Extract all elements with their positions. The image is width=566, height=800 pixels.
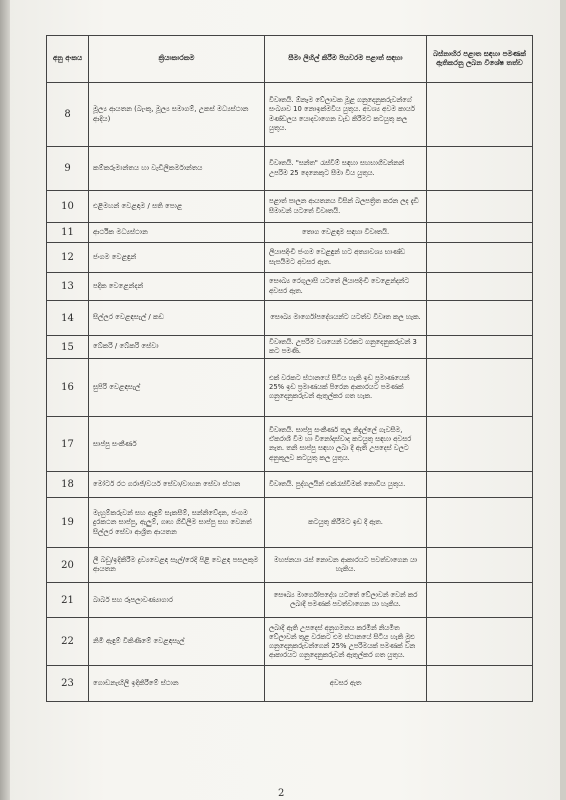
row-extra [427,147,533,191]
header-activity: ක්‍රියාකාරකම [89,36,265,83]
table-row [47,548,533,583]
row-number: 13 [47,273,89,301]
row-number: 19 [47,498,89,548]
row-extra [427,336,533,359]
row-conditions: තොග වෙළඳාම සඳහා විවෘතයි. [265,223,427,243]
table-row [47,83,533,147]
row-conditions: එක් වරකට ස්ථානයේ සිටිය හැකි ඉඩ ප්‍රමාණයෙන් 25% ඉඩ ප්‍රමාණයක් පිරෙන ආකාරයට පමණක් ගනුදෙනුකරුවන් ඇතුල්කර ගත හැක. [265,359,427,417]
row-number: 17 [47,417,89,472]
row-extra [427,472,533,498]
table-row [47,498,533,548]
table-row [47,417,533,472]
page-shadow [0,0,10,800]
row-conditions: විවෘතයි. සාප්පු සංකීර්ණ තුල නිදැල්ලේ ගැවසීම, ඒකරාශී වීම හා විනෝදාස්වාද කටයුතු සඳහා අවසර නැත. තනි සාප්පු සඳහා ලබා දී ඇති උපදෙස් වලට අනුකූලව කටයුතු කල යුතුය. [265,417,427,472]
row-activity: මැහුම්කරුවන් සහ ඇඳුම් සැකසීම්, සන්නිවේදන, ජංගම දුරකථන සාප්පු, ඇලුම්, ගෘහ ගිඩිලිම සාප්පු සහ වෙනත් සිල්ලර සේවා ආශ්‍රිත ආයතන [89,498,265,548]
row-extra [427,666,533,702]
row-number: 23 [47,666,89,702]
row-activity: මූල්‍ය ආයතන (බැංකු, මූල්‍ය සමාගම්, උකස් මධ්‍යස්ථාන ආදිය) [89,83,265,147]
table-row [47,191,533,223]
row-number: 8 [47,83,89,147]
header-no: අනු අංකය [47,36,89,83]
row-extra [427,498,533,548]
row-extra [427,191,533,223]
table-row [47,666,533,702]
table-row [47,147,533,191]
table-row [47,301,533,336]
row-conditions: විවෘතයි. පුද්ගලයින් එක්රැස්වීමක් නොවිය යුතුය. [265,472,427,498]
row-activity: මෝටර් රථ ගරාජ්/වයර් සේවා/වාහන සේවා ස්ථාන [89,472,265,498]
row-number: 15 [47,336,89,359]
row-conditions: අවසර ඇත [265,666,427,702]
row-number: 20 [47,548,89,583]
row-extra [427,83,533,147]
row-number: 9 [47,147,89,191]
row-conditions: සෞඛ්‍ය මාර්ගෝපදේශ යටතේ වේලාවන් වෙන් කර ලබාදී පමණක් පවත්වාගෙන යා හැකිය. [265,583,427,618]
row-extra [427,359,533,417]
row-activity: සිල්ලර වෙළඳසැල් / කඩ [89,301,265,336]
table-row [47,223,533,243]
row-extra [427,618,533,666]
row-activity: සාප්පු සංකීර්ණ [89,417,265,472]
row-number: 18 [47,472,89,498]
table-row [47,336,533,359]
regulations-table [46,35,533,702]
row-extra [427,417,533,472]
row-conditions: විවෘතයි. "සන්ත" රැස්වීම් සඳහා සහභාගීවන්නන් උපරිම 25 දෙනෙකුට සීමා විය යුතුය. [265,147,427,191]
row-conditions: ලියාපදිංචි ජංගම වෙළඳුන් හට අත්‍යාවශ්‍ය භාණ්ඩ සැපයීමට අවසර ඇත. [265,243,427,273]
header-extra: බස්නාහිර පළාත සඳහා පමණක් ඇතිකරනු ලබන විශේෂ තත්ව [427,36,533,83]
row-number: 11 [47,223,89,243]
row-activity: බාබර් සහ රූපලාවණ්‍යාගාර [89,583,265,618]
row-extra [427,273,533,301]
row-extra [427,301,533,336]
table-header-row [47,36,533,83]
row-activity: නිමි ඇඳුම් විකිණීමේ වෙළඳසැල් [89,618,265,666]
table-row [47,359,533,417]
row-number: 21 [47,583,89,618]
row-conditions: සෞඛ්‍ය රෙගුලාසි යටතේ ලියාපදිංචි වෙළෙන්දන්ට අවසර ඇත. [265,273,427,301]
row-conditions: මහජනයා රැස් නොවන ආකාරයට පවත්වාගෙන යා හැකිය. [265,548,427,583]
header-conditions: සීමා ලිහිල් කිරීම පියවරම පළාත් සඳහා [265,36,427,83]
row-conditions: ලබාදී ඇති උපදෙස් අනුගමනය කරමින් නියමිත වේලාවන් තුළ වරකට එම ස්ථානයේ සිටිය හැකි මුළු ගනුදෙනුකරුවන්ගෙන් 25% උපරිමයක් පමණක් වන ආකාරයට ගනුදෙනුකරුවන් ඇතුල්කර ගත යුතුය. [265,618,427,666]
row-activity: සුපිරි වෙළඳසැල් [89,359,265,417]
row-activity: බේකරි / බේකරි සේවා [89,336,265,359]
row-number: 14 [47,301,89,336]
row-extra [427,223,533,243]
row-conditions: කටයුතු කිරීමට ඉඩ දී ඇත. [265,498,427,548]
row-extra [427,583,533,618]
row-number: 12 [47,243,89,273]
row-conditions: විවෘතයි. ඕනෑම වේලාවක මූළ ගනුදෙනුකරුවන්ගේ සංඛ්‍යාව 10 නොඉක්මවිය යුතුය. අවශ්‍ය අවම කාර්ය මණ්ඩලය යොදවාගෙන වැඩ කිරීමට කටයුතු කල යුතුය. [265,83,427,147]
row-conditions: සෞඛ්‍ය මාර්ගෝපදේශයන්ට යටත්ව විවෘත කල හැක. [265,301,427,336]
row-extra [427,548,533,583]
table-row [47,273,533,301]
table-row [47,583,533,618]
row-activity: කම්කරුමාන්තය හා වැඩිලිකර්මාන්තය [89,147,265,191]
row-number: 22 [47,618,89,666]
row-activity: ලී බඩු/ඉදිකිරීම ද්‍රව්‍යවෙළඳ සැල්/රෙදි පිළි වෙළඳ පසලකුම ආයතන [89,548,265,583]
table-row [47,618,533,666]
row-activity: පදික වෙළෙන්දන් [89,273,265,301]
row-activity: එළිමහන් වෙළඳාම / සති පොළ [89,191,265,223]
row-extra [427,243,533,273]
table-row [47,472,533,498]
row-activity: ආර්ථික මධ්‍යස්ථාන [89,223,265,243]
row-activity: ජංගම වෙළඳුන් [89,243,265,273]
table-row [47,243,533,273]
row-conditions: විවෘතයි. උපරිම වශයෙන් වරකට ගනුදෙනුකරුවන් 3 කට පමණි. [265,336,427,359]
row-conditions: පළාත් පාලන ආයතනය විසින් බලපත්‍රිත කරන ලද දැඩි සීමාවන් යටතේ විවෘතයි. [265,191,427,223]
row-activity: ගොඩනැඟිලි ඉදිකිරීමේ ස්ථාන [89,666,265,702]
row-number: 10 [47,191,89,223]
row-number: 16 [47,359,89,417]
page-number: 2 [278,788,285,799]
